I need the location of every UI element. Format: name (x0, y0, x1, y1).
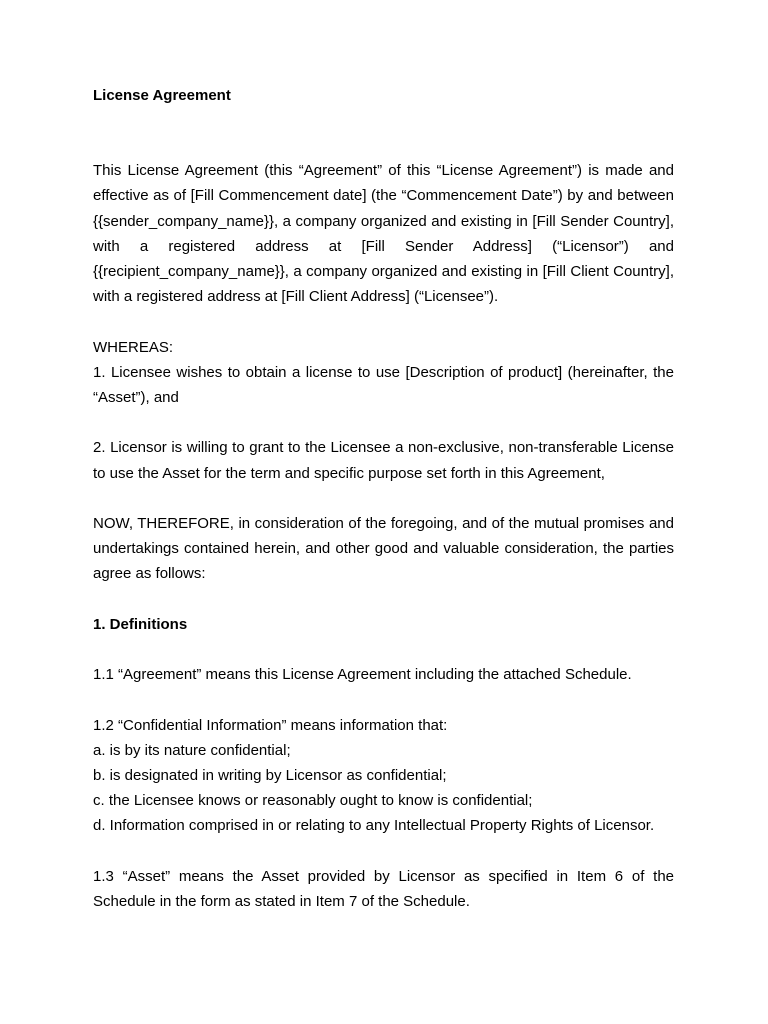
spacer (93, 839, 674, 864)
definition-1-2-d: d. Information comprised in or relating to any Intellectual Property Rights of Licensor. (93, 817, 655, 835)
spacer (93, 410, 674, 435)
definition-1-2-b: b. is designated in writing by Licensor as confidential; (93, 766, 447, 784)
definition-1-2-c: c. the Licensee knows or reasonably ought to know is confidential; (93, 792, 533, 810)
whereas-clause-1: 1. Licensee wishes to obtain a license to use [Description of product] (hereinafter, the “Asset”), and (93, 363, 674, 407)
spacer (93, 309, 674, 334)
whereas-clause-2: 2. Licensor is willing to grant to the Licensee a non-exclusive, non-transferable License to use the Asset for the term and specific purpose set forth in this Agreement, (93, 439, 674, 482)
definition-1-1: 1.1 “Agreement” means this License Agreement including the attached Schedule. (93, 666, 632, 684)
definition-1-3: 1.3 “Asset” means the Asset provided by Licensor as specified in Item 6 of the Schedule in the form as stated in Item 7 of the Schedule. (93, 867, 674, 910)
whereas-label: WHEREAS: (93, 338, 174, 356)
spacer (93, 108, 674, 158)
section-heading-definitions: 1. Definitions (93, 615, 188, 633)
document-body (93, 83, 674, 914)
definition-1-2: 1.2 “Confidential Information” means information that: (93, 716, 448, 734)
definition-1-2-a: a. is by its nature confidential; (93, 741, 291, 759)
spacer (93, 486, 674, 511)
spacer (93, 687, 674, 712)
now-therefore-paragraph: NOW, THEREFORE, in consideration of the foregoing, and of the mutual promises and undertakings contained herein, and other good and valuable consideration, the parties agree as follows: (93, 515, 674, 583)
document-title: License Agreement (93, 87, 231, 104)
spacer (93, 637, 674, 662)
spacer (93, 587, 674, 612)
intro-paragraph: This License Agreement (this “Agreement” of this “License Agreement”) is made and effective as of [Fill Commencement date] (the “Commencement Date”) by and between {{sender_company_name}}, a company organized and existing in [Fill Sender Country], with a registered address at [Fill Sender Address] (“Licensor”) and {{recipient_company_name}}, a company organized and existing in [Fill Client Country], with a registered address at [Fill Client Address] (“Licensee”). (93, 162, 674, 306)
